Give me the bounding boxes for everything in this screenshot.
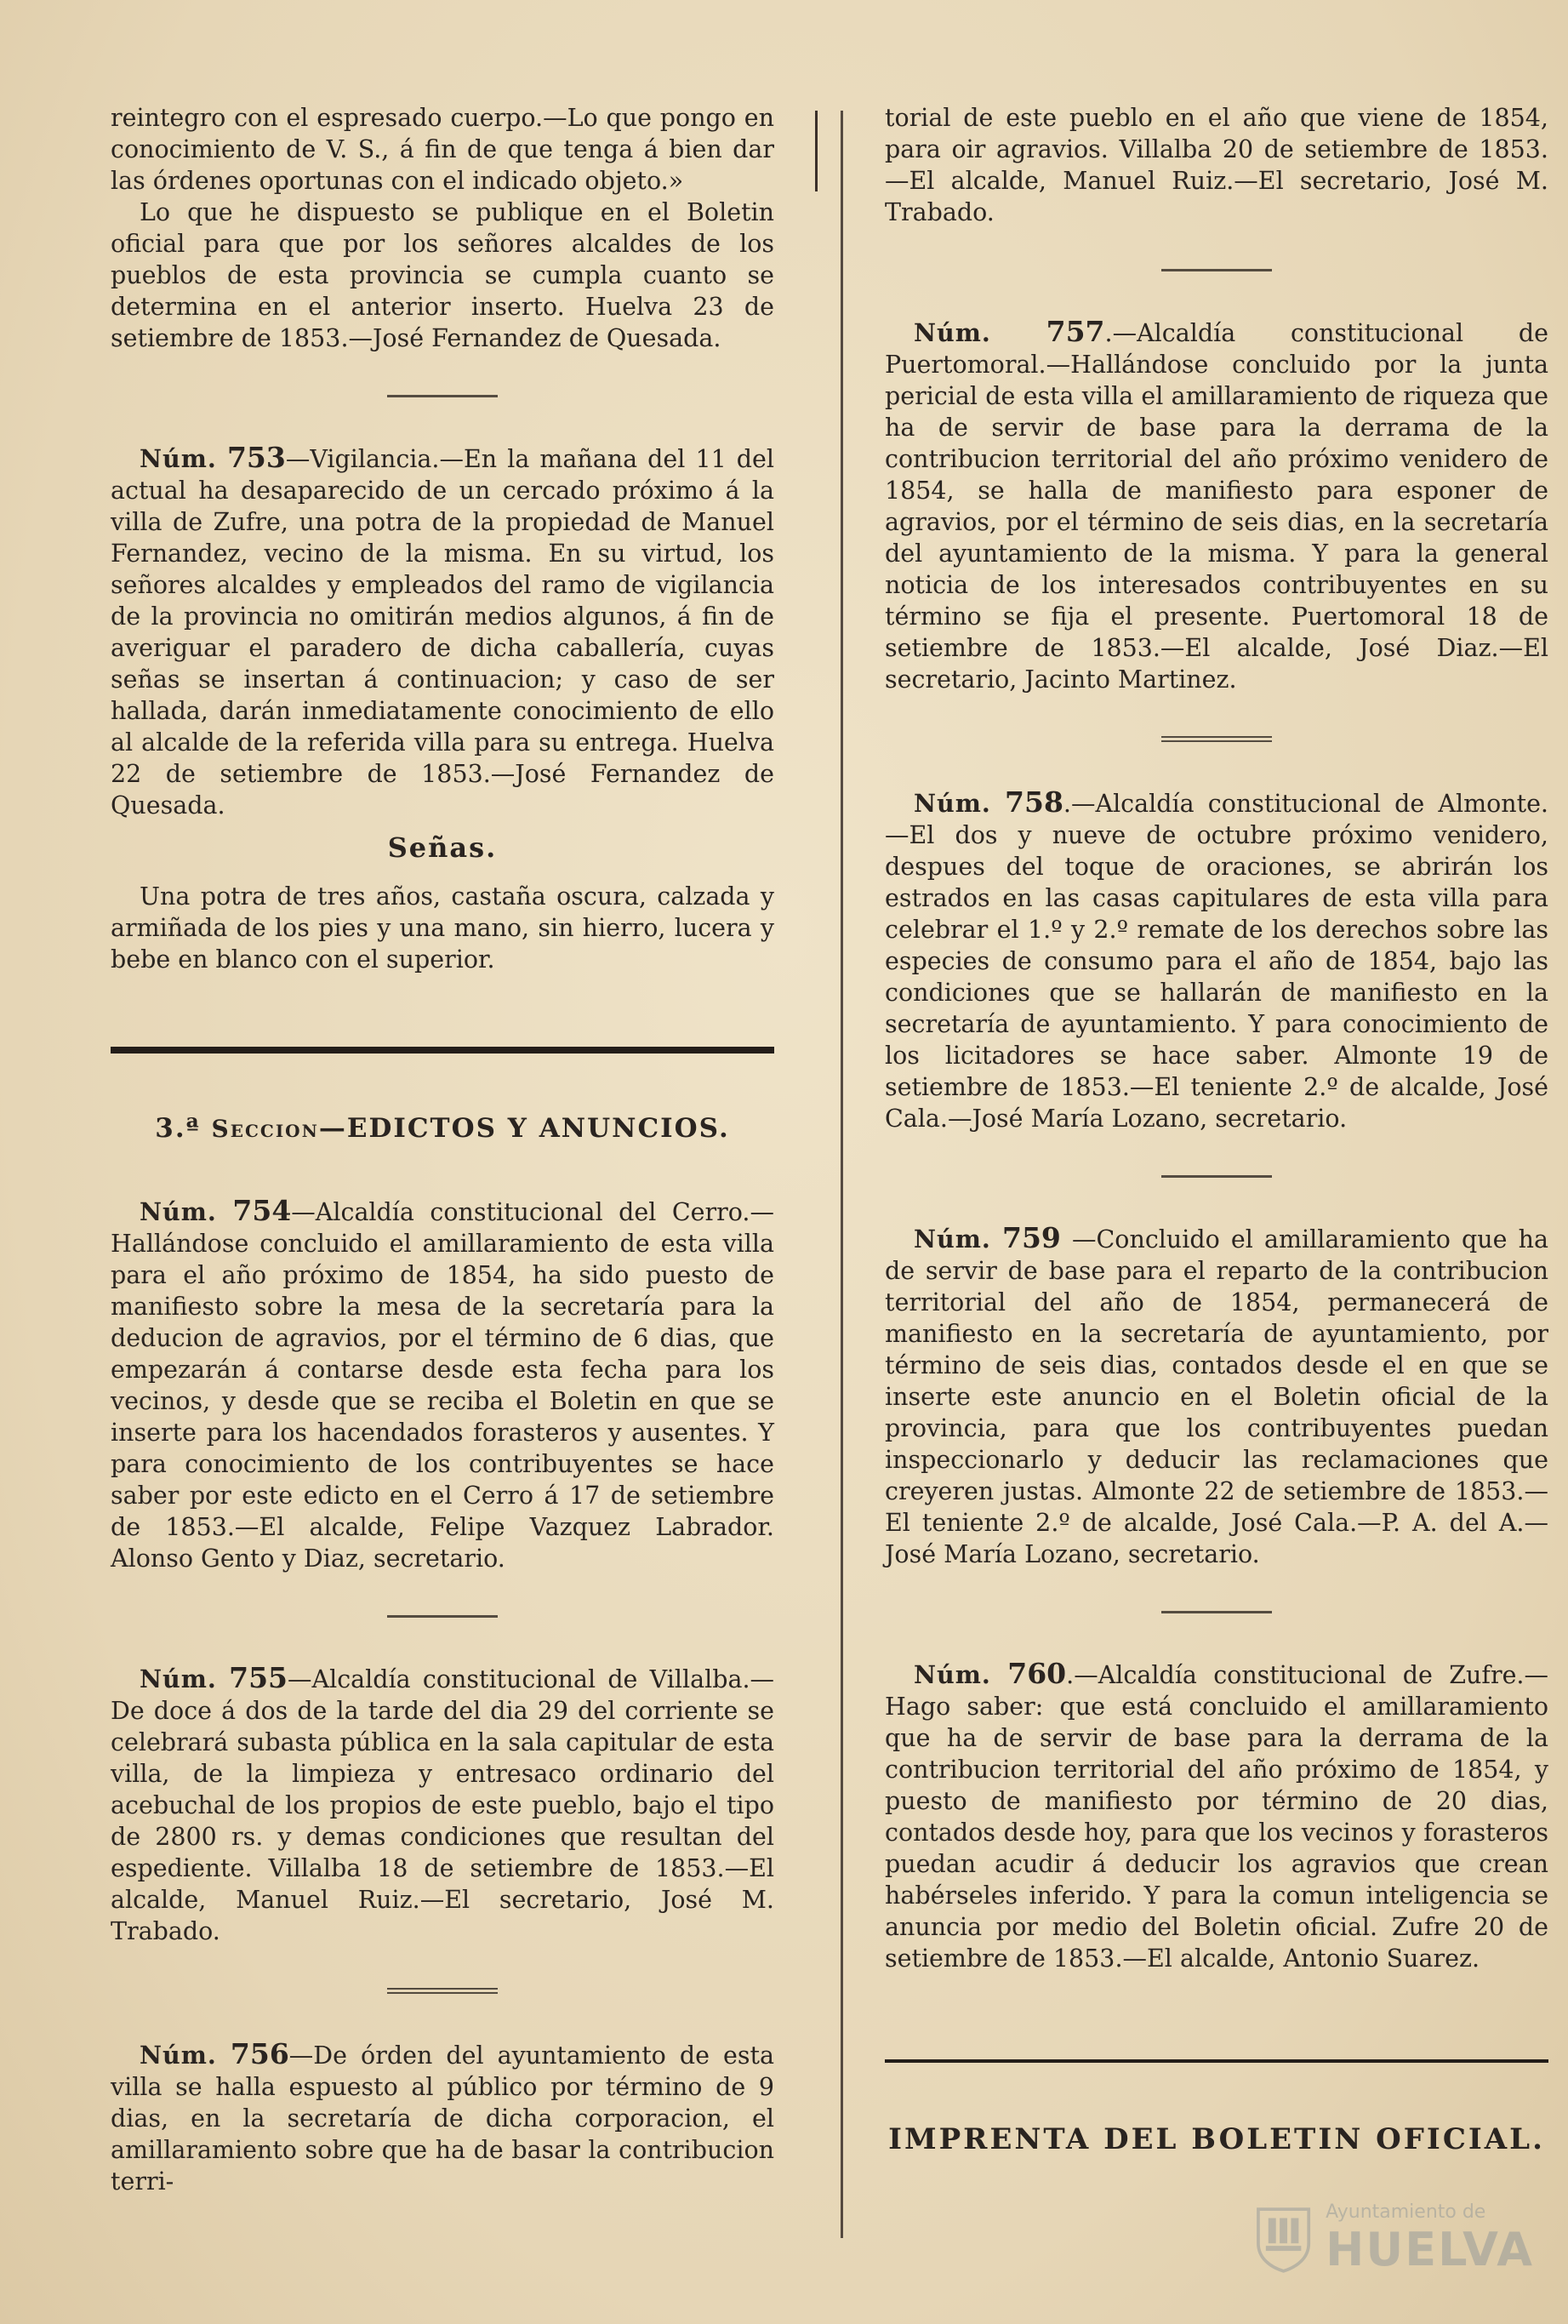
notice-text: .—Alcaldía constitucional de Zufre.—Hago saber: que está concluido el amillaramiento que ha de servir de base para la derrama de la contribucion territorial del año próximo de 1854, y puesto de manifiesto por término de 20 dias, contados desde hoy, para que los vecinos y forasteros puedan acudir á deducir los agravios que crean habérseles inferido. Y para la comun inteligencia se anuncia por medio del Boletin oficial. Zufre 20 de setiembre de 1853.—El alcalde, Antonio Suarez.	[885, 1661, 1548, 1973]
separator	[387, 395, 498, 397]
right-column	[885, 102, 1548, 2156]
watermark-text	[1326, 2201, 1534, 2276]
notice-number: 759	[1001, 1221, 1061, 1254]
closing-rule	[885, 2059, 1548, 2063]
notice-text: —De órden del ayuntamiento de esta villa se halla espuesto al público por término de 9 dias, en la secretaría de dicha corporacion, el amillaramiento sobre que ha de basar la contribucion terri-	[111, 2041, 774, 2196]
separator	[1161, 269, 1272, 271]
senas-text: Una potra de tres años, castaña oscura, calzada y armiñada de los pies y una mano, sin hierro, lucera y bebe en blanco con el superior.	[111, 882, 774, 974]
dispuesto-paragraph: Lo que he dispuesto se publique en el Boletin oficial para que por los señores alcaldes de los pueblos de esta provincia se cumpla cuanto se determina en el anterior inserto. Huelva 23 de setiembre de 1853.—José Fernandez de Quesada.	[111, 198, 774, 352]
separator	[1161, 1175, 1272, 1178]
notice-755	[111, 1662, 774, 1947]
notice-number: 753	[226, 441, 286, 474]
watermark-line1: Ayuntamiento de	[1326, 2201, 1486, 2223]
notice-753	[111, 442, 774, 821]
separator	[1161, 1611, 1272, 1613]
notice-label: Núm.	[140, 444, 217, 473]
notice-758	[885, 786, 1548, 1134]
printer-footer: IMPRENTA DEL BOLETIN OFICIAL.	[888, 2122, 1545, 2156]
shield-icon	[1253, 2192, 1314, 2286]
notice-number: 756	[230, 2037, 289, 2070]
notice-label: Núm.	[140, 1197, 217, 1226]
notice-number: 754	[232, 1194, 292, 1227]
notice-754	[111, 1195, 774, 1574]
continued-paragraph: torial de este pueblo en el año que viene de 1854, para oir agravios. Villalba 20 de setiembre de 1853.—El alcalde, Manuel Ruiz.—El secretario, José M. Trabado.	[885, 104, 1548, 226]
separator	[387, 1988, 498, 1990]
notice-label: Núm.	[914, 1660, 991, 1689]
notice-759	[885, 1222, 1548, 1570]
senas-heading: Señas.	[387, 831, 498, 864]
section-word: Seccion	[211, 1115, 319, 1143]
notice-number: 757	[1046, 315, 1105, 348]
section-name: —EDICTOS Y ANUNCIOS.	[318, 1113, 730, 1144]
archive-watermark	[1253, 2188, 1534, 2290]
notice-label: Núm.	[140, 1664, 217, 1693]
notice-text: —Alcaldía constitucional de Villalba.—De doce á dos de la tarde del dia 29 del corriente se celebrará subasta pública en la sala capitular de esta villa, de la limpieza y entresaco ordinario del acebuchal de los propios de este pueblo, bajo el tipo de 2800 rs. y demas condiciones que resultan del espediente. Villalba 18 de setiembre de 1853.—El alcalde, Manuel Ruiz.—El secretario, José M. Trabado.	[111, 1665, 775, 1945]
notice-label: Núm.	[914, 318, 991, 347]
watermark-line2: HUELVA	[1326, 2223, 1534, 2276]
notice-label: Núm.	[140, 2041, 217, 2070]
notice-756	[111, 2038, 774, 2197]
notice-label: Núm.	[914, 789, 991, 818]
notice-760	[885, 1658, 1548, 1974]
section-rule	[111, 1047, 774, 1054]
notice-text: —Alcaldía constitucional del Cerro.—Hallándose concluido el amillaramiento de esta villa para el año próximo de 1854, ha sido puesto de manifiesto sobre la mesa de la secretaría para la deducion de agravios, por el término de 6 dias, que empezarán á contarse desde esta fecha para los vecinos, y desde que se reciba el Boletin en que se inserte para los hacendados forasteros y ausentes. Y para conocimiento de los contribuyentes se hace saber por este edicto en el Cerro á 17 de setiembre de 1853.—El alcalde, Felipe Vazquez Labrador. Alonso Gento y Diaz, secretario.	[111, 1198, 774, 1573]
notice-757	[885, 316, 1548, 695]
notice-number: 760	[1007, 1657, 1067, 1690]
notice-number: 755	[229, 1661, 288, 1694]
separator	[1161, 736, 1272, 738]
separator	[387, 1615, 498, 1618]
notice-number: 758	[1005, 785, 1063, 819]
section-heading	[111, 1113, 774, 1144]
column-divider-top	[815, 111, 818, 191]
notice-text: .—Alcaldía constitucional de Almonte.—El dos y nueve de octubre próximo venidero, despues del toque de oraciones, se abrirán los estrados en las casas capitulares de esta villa para celebrar el 1.º y 2.º remate de los derechos sobre las especies de consumo para el año de 1854, bajo las condiciones que se hallarán de manifiesto en la secretaría de ayuntamiento. Y para conocimiento de los licitadores se hace saber. Almonte 19 de setiembre de 1853.—El teniente 2.º de alcalde, José Cala.—José María Lozano, secretario.	[885, 790, 1548, 1133]
column-divider	[841, 111, 843, 2238]
notice-text: —Concluido el amillaramiento que ha de servir de base para el reparto de la contribucion territorial del año de 1854, permanecerá de manifiesto en la secretaría de ayuntamiento, por término de seis dias, contados desde el en que se inserte este anuncio en el Boletin oficial de la provincia, para que los contribuyentes puedan inspeccionarlo y deducir las reclamaciones que creyeren justas. Almonte 22 de setiembre de 1853.—El teniente 2.º de alcalde, José Cala.—P. A. del A.—José María Lozano, secretario.	[885, 1225, 1548, 1568]
notice-text: .—Alcaldía constitucional de Puertomoral.—Hallándose concluido por la junta pericial de esta villa el amillaramiento de riqueza que ha de servir de base para la derrama de la contribucion territorial del año próximo venidero de 1854, se halla de manifiesto para esponer de agravios, por el término de seis dias, en la secretaría del ayuntamiento de la misma. Y para la general noticia de los interesados contribuyentes en su término se fija el presente. Puertomoral 18 de setiembre de 1853.—El alcalde, José Diaz.—El secretario, Jacinto Martinez.	[885, 319, 1548, 694]
notice-label: Núm.	[914, 1225, 991, 1253]
continued-paragraph: reintegro con el espresado cuerpo.—Lo que pongo en conocimiento de V. S., á fin de que tenga á bien dar las órdenes oportunas con el indicado objeto.»	[111, 104, 774, 195]
section-number: 3.ª	[155, 1113, 201, 1144]
notice-text: —Vigilancia.—En la mañana del 11 del actual ha desaparecido de un cercado próximo á la villa de Zufre, una potra de la propiedad de Manuel Fernandez, vecino de la misma. En su virtud, los señores alcaldes y empleados del ramo de vigilancia de la provincia no omitirán medios algunos, á fin de averiguar el paradero de dicha caballería, cuyas señas se insertan á continuacion; y caso de ser hallada, darán inmediatamente conocimiento de ello al alcalde de la referida villa para su entrega. Huelva 22 de setiembre de 1853.—José Fernandez de Quesada.	[111, 445, 774, 819]
left-column	[111, 102, 774, 2197]
